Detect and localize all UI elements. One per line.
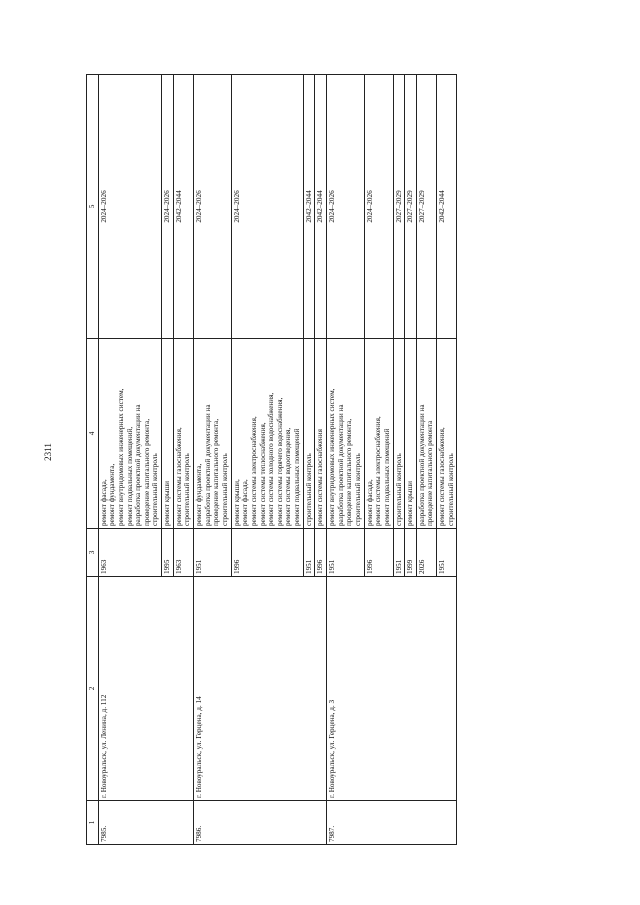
table-row bbox=[194, 75, 232, 845]
build-year-cell: 1963 bbox=[173, 529, 193, 577]
address-cell: г. Новоуральск, ул. Ленина, д. 112 bbox=[98, 577, 193, 801]
build-year-cell: 1996 bbox=[315, 529, 327, 577]
page-number: 2311 bbox=[43, 443, 53, 461]
period-cell: 2042–2044 bbox=[315, 75, 327, 339]
row-number: 7986. bbox=[194, 801, 327, 845]
works-cell: ремонт системы газоснабжения, строительный контроль bbox=[173, 339, 193, 529]
build-year-cell: 1963 bbox=[98, 529, 161, 577]
period-cell: 2027–2029 bbox=[416, 75, 436, 339]
build-year-cell: 1996 bbox=[364, 529, 393, 577]
period-cell: 2042–2044 bbox=[437, 75, 457, 339]
period-cell: 2042–2044 bbox=[173, 75, 193, 339]
works-cell: ремонт крыши bbox=[162, 339, 174, 529]
build-year-cell: 1951 bbox=[393, 529, 405, 577]
build-year-cell: 1951 bbox=[437, 529, 457, 577]
period-cell: 2024–2026 bbox=[364, 75, 393, 339]
works-cell: ремонт системы газоснабжения bbox=[315, 339, 327, 529]
header-col-4: 4 bbox=[87, 339, 99, 529]
works-cell: ремонт фасада, ремонт фундамента, ремонт внутридомовых инженерных систем, ремонт подвальных помещений, разработка проектной документации на проведение капитального ремонта, строительный контроль bbox=[98, 339, 161, 529]
works-cell: ремонт системы газоснабжения, строительный контроль bbox=[437, 339, 457, 529]
period-cell: 2024–2026 bbox=[327, 75, 365, 339]
table-row bbox=[327, 75, 365, 845]
build-year-cell: 1996 bbox=[231, 529, 303, 577]
period-cell: 2024–2026 bbox=[162, 75, 174, 339]
period-cell: 2042–2044 bbox=[303, 75, 315, 339]
header-col-2: 2 bbox=[87, 577, 99, 801]
build-year-cell: 1951 bbox=[327, 529, 365, 577]
build-year-cell: 1999 bbox=[405, 529, 417, 577]
works-cell: строительный контроль bbox=[303, 339, 315, 529]
build-year-cell: 1951 bbox=[194, 529, 232, 577]
works-cell: разработка проектной документации на проведение капитального ремонта bbox=[416, 339, 436, 529]
works-cell: ремонт фундамента, разработка проектной документации на проведение капитального ремонта, строительный контроль bbox=[194, 339, 232, 529]
period-cell: 2024–2026 bbox=[231, 75, 303, 339]
row-number: 7985. bbox=[98, 801, 193, 845]
table-body bbox=[98, 75, 457, 845]
header-col-5: 5 bbox=[87, 75, 99, 339]
header-row bbox=[87, 75, 99, 845]
build-year-cell: 1995 bbox=[162, 529, 174, 577]
row-number: 7987. bbox=[327, 801, 457, 845]
table-row bbox=[98, 75, 161, 845]
works-cell: ремонт внутридомовых инженерных систем, разработка проектной документации на проведение капитального ремонта, строительный контроль bbox=[327, 339, 365, 529]
build-year-cell: 1951 bbox=[303, 529, 315, 577]
capital-repair-table bbox=[86, 74, 457, 845]
period-cell: 2027–2029 bbox=[405, 75, 417, 339]
works-cell: ремонт крыши, ремонт фасада, ремонт системы электроснабжения, ремонт системы теплоснабжения, ремонт системы холодного водоснабжения, ремонт системы горячего водоснабжения, ремонт системы водоотведения, ремонт подвальных помещений bbox=[231, 339, 303, 529]
build-year-cell: 2026 bbox=[416, 529, 436, 577]
period-cell: 2027–2029 bbox=[393, 75, 405, 339]
works-cell: ремонт фасада, ремонт системы электроснабжения, ремонт подвальных помещений bbox=[364, 339, 393, 529]
document-sheet bbox=[86, 75, 542, 845]
works-cell: строительный контроль bbox=[393, 339, 405, 529]
header-col-1: 1 bbox=[87, 801, 99, 845]
works-cell: ремонт крыши bbox=[405, 339, 417, 529]
address-cell: г. Новоуральск, ул. Герцена, д. 3 bbox=[327, 577, 457, 801]
address-cell: г. Новоуральск, ул. Герцена, д. 14 bbox=[194, 577, 327, 801]
period-cell: 2024–2026 bbox=[194, 75, 232, 339]
period-cell: 2024–2026 bbox=[98, 75, 161, 339]
header-col-3: 3 bbox=[87, 529, 99, 577]
